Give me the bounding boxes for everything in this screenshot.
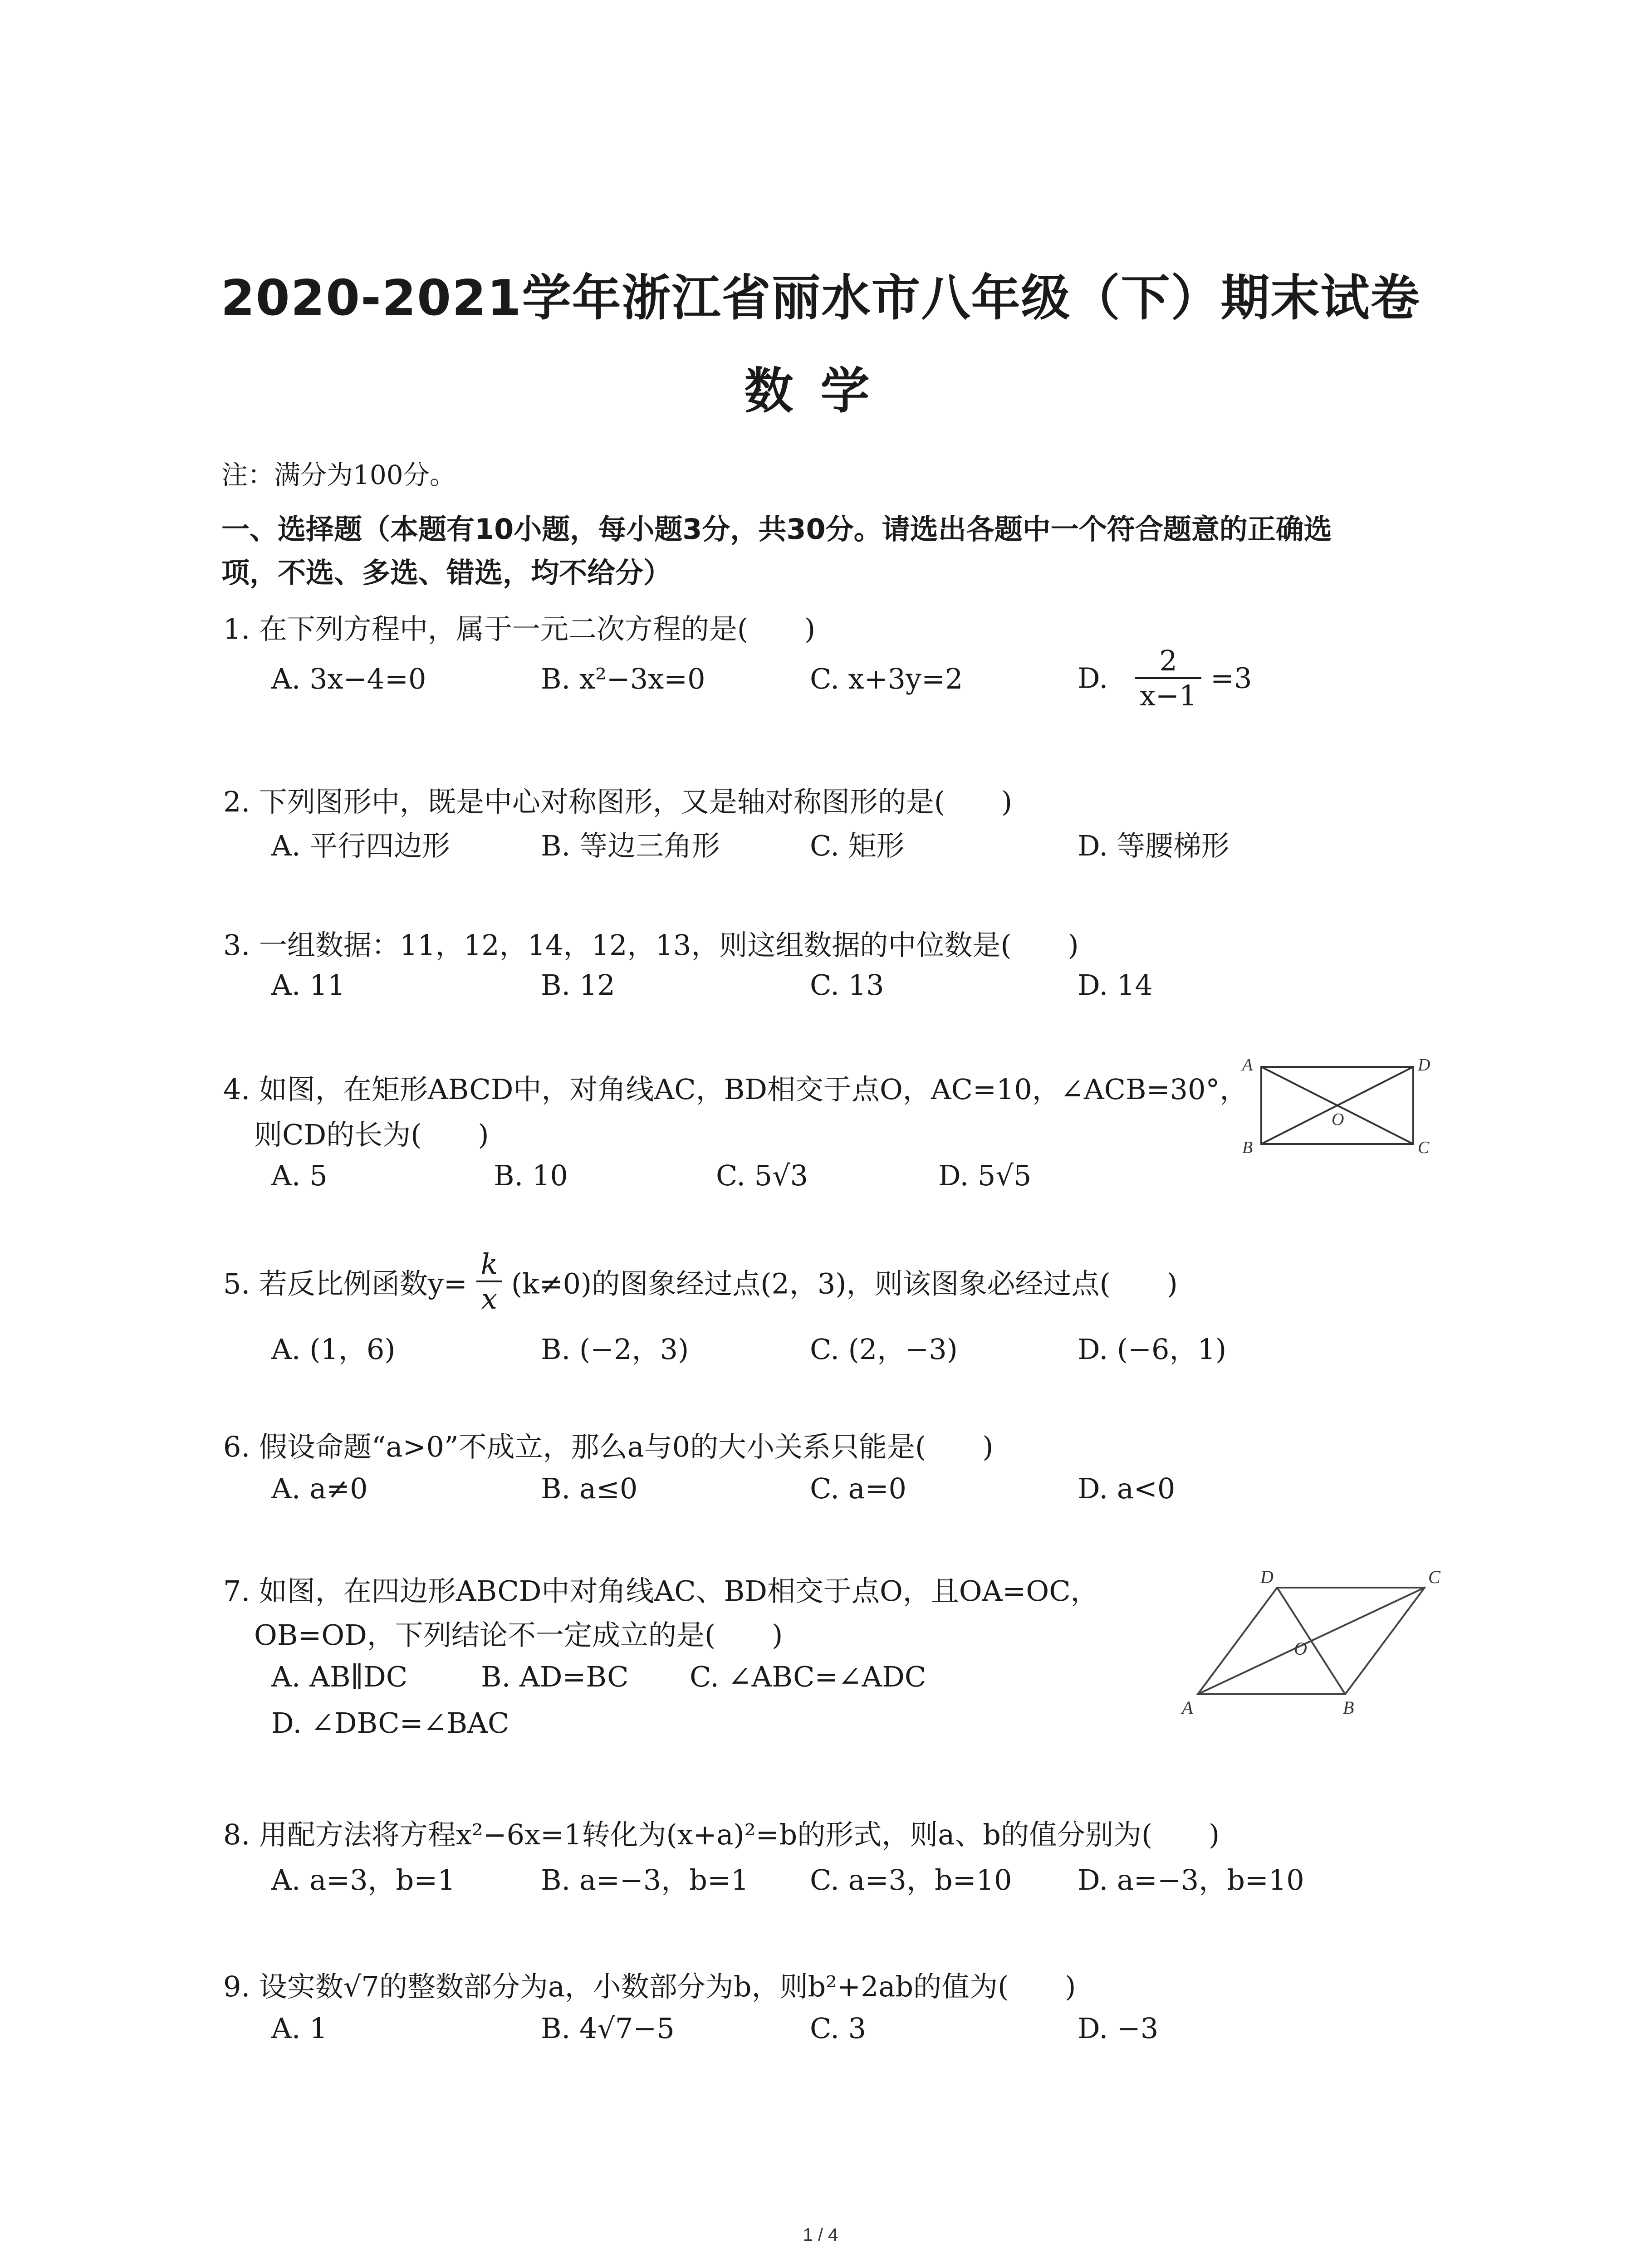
q5-stem-pre: 5. 若反比例函数y=: [223, 1267, 467, 1300]
question-5-stem: [223, 1247, 1178, 1315]
q1-option-c: C. x+3y=2: [810, 662, 963, 695]
q1-option-a: A. 3x−4=0: [271, 662, 426, 695]
q5-fraction: [476, 1247, 503, 1315]
q7-label-o: O: [1294, 1638, 1307, 1659]
q6-option-d: D. a<0: [1078, 1472, 1176, 1505]
q7-option-d: D. ∠DBC=∠BAC: [271, 1706, 509, 1740]
q4-option-a: A. 5: [271, 1159, 328, 1192]
q5-stem-post: (k≠0)的图象经过点(2，3)，则该图象必经过点( ): [511, 1267, 1178, 1300]
q1-d-denominator: x−1: [1139, 679, 1197, 712]
q7-option-c: C. ∠ABC=∠ADC: [690, 1660, 926, 1693]
q6-option-a: A. a≠0: [271, 1472, 368, 1505]
q9-option-d: D. −3: [1078, 2012, 1159, 2045]
q7-label-b: B: [1343, 1697, 1354, 1718]
question-1-stem: 1. 在下列方程中，属于一元二次方程的是( ): [223, 612, 816, 645]
q2-option-d: D. 等腰梯形: [1078, 829, 1230, 862]
q6-option-b: B. a≤0: [541, 1472, 638, 1505]
q1-option-d-label: D.: [1078, 661, 1108, 695]
question-7-stem-cont: OB=OD，下列结论不一定成立的是( ): [254, 1618, 783, 1652]
q7-diagonal-bd: [1277, 1588, 1345, 1694]
q3-option-c: C. 13: [810, 968, 884, 1002]
q7-parallelogram-figure: [1171, 1569, 1461, 1719]
section-heading-line1: 一、选择题（本题有10小题，每小题3分，共30分。请选出各题中一个符合题意的正确选: [221, 513, 1332, 546]
q1-d-numerator: 2: [1135, 644, 1201, 679]
q2-option-a: A. 平行四边形: [271, 829, 451, 862]
question-7-stem: 7. 如图，在四边形ABCD中对角线AC、BD相交于点O，且OA=OC，: [223, 1574, 1099, 1608]
q7-label-d: D: [1260, 1569, 1274, 1587]
question-3-stem: 3. 一组数据：11，12，14，12，13，则这组数据的中位数是( ): [223, 929, 1079, 962]
page-title: 2020-2021学年浙江省丽水市八年级（下）期末试卷: [220, 270, 1421, 327]
page-subtitle: 数学: [744, 363, 897, 420]
q1-option-d-fraction: [1135, 644, 1201, 712]
question-2-stem: 2. 下列图形中，既是中心对称图形，又是轴对称图形的是( ): [223, 785, 1013, 818]
q2-option-b: B. 等边三角形: [541, 829, 720, 862]
q4-option-c: C. 5√3: [716, 1159, 808, 1192]
q9-option-c: C. 3: [810, 2012, 867, 2045]
q8-option-c: C. a=3，b=10: [810, 1863, 1012, 1897]
q8-option-a: A. a=3，b=1: [271, 1863, 456, 1897]
q4-label-o: O: [1332, 1110, 1344, 1129]
q9-option-a: A. 1: [271, 2012, 328, 2045]
score-note: 注：满分为100分。: [221, 459, 456, 490]
q4-label-a: A: [1242, 1056, 1253, 1075]
q4-option-b: B. 10: [494, 1159, 568, 1192]
q1-option-b: B. x²−3x=0: [541, 662, 705, 695]
q4-label-c: C: [1418, 1138, 1430, 1157]
q8-option-b: B. a=−3，b=1: [541, 1863, 749, 1897]
q5-fraction-num: k: [476, 1247, 503, 1282]
q8-option-d: D. a=−3，b=10: [1078, 1863, 1304, 1897]
q3-option-a: A. 11: [271, 968, 346, 1002]
q7-option-b: B. AD=BC: [481, 1660, 629, 1693]
q9-option-b: B. 4√7−5: [541, 2012, 675, 2045]
q5-option-a: A. (1，6): [271, 1333, 396, 1366]
q1-option-d: [1078, 644, 1252, 712]
q4-label-b: B: [1242, 1138, 1253, 1157]
q7-option-a: A. AB∥DC: [271, 1660, 408, 1693]
q2-option-c: C. 矩形: [810, 829, 905, 862]
question-4-stem-cont: 则CD的长为( ): [254, 1118, 489, 1151]
q6-option-c: C. a=0: [810, 1472, 907, 1505]
q4-label-d: D: [1418, 1056, 1430, 1075]
q3-option-d: D. 14: [1078, 968, 1153, 1002]
question-8-stem: 8. 用配方法将方程x²−6x=1转化为(x+a)²=b的形式，则a、b的值分别为( ): [223, 1818, 1220, 1851]
question-4-stem: 4. 如图，在矩形ABCD中，对角线AC，BD相交于点O，AC=10，∠ACB=30°，: [223, 1073, 1248, 1106]
page-number: 1 / 4: [803, 2225, 838, 2245]
q7-label-a: A: [1182, 1697, 1193, 1718]
q3-option-b: B. 12: [541, 968, 615, 1002]
section-heading-line2: 项，不选、多选、错选，均不给分）: [221, 556, 672, 589]
q5-fraction-den: x: [481, 1282, 497, 1315]
q4-rectangle-figure: [1239, 1052, 1438, 1161]
q5-option-b: B. (−2，3): [541, 1333, 689, 1366]
q1-d-tail: =3: [1210, 661, 1252, 695]
q7-label-c: C: [1428, 1569, 1440, 1587]
question-6-stem: 6. 假设命题“a>0”不成立，那么a与0的大小关系只能是( ): [223, 1430, 994, 1463]
question-9-stem: 9. 设实数√7的整数部分为a，小数部分为b，则b²+2ab的值为( ): [223, 1970, 1076, 2003]
q5-option-c: C. (2，−3): [810, 1333, 958, 1366]
q5-option-d: D. (−6，1): [1078, 1333, 1227, 1366]
q4-option-d: D. 5√5: [938, 1159, 1032, 1192]
